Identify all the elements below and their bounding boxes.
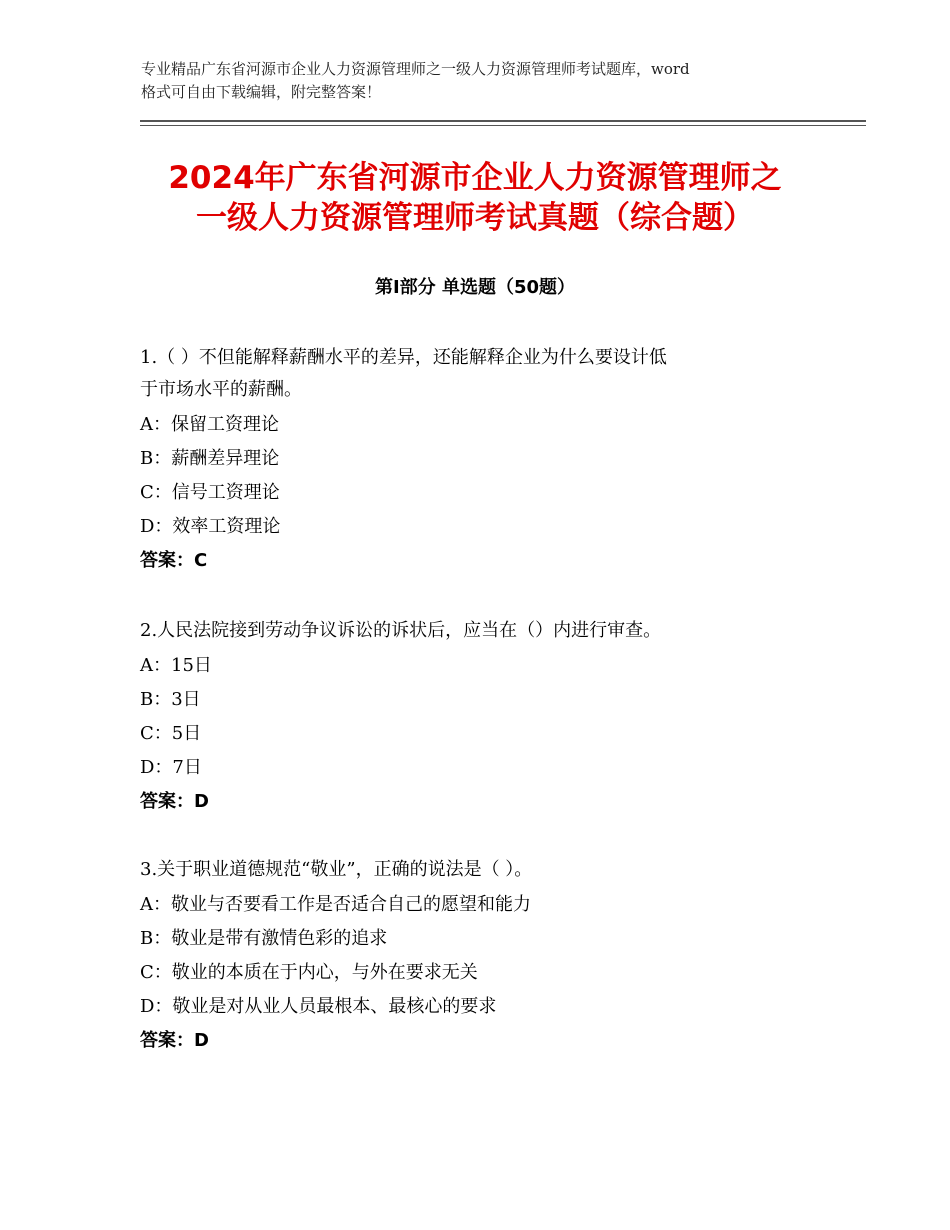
question-1 xyxy=(140,342,810,578)
option-a: A：15日 xyxy=(140,655,212,676)
option-b: B：薪酬差异理论 xyxy=(140,448,280,469)
question-stem xyxy=(140,342,810,406)
question-stem-line-1: 1.（ ）不但能解释薪酬水平的差异，还能解释企业为什么要设计低 xyxy=(140,347,667,368)
option-d: D：敬业是对从业人员最根本、最核心的要求 xyxy=(140,996,497,1017)
option-d: D：7日 xyxy=(140,757,202,778)
option-c: C：信号工资理论 xyxy=(140,482,280,503)
option-a: A：敬业与否要看工作是否适合自己的愿望和能力 xyxy=(140,894,531,915)
document-title-line-2: 一级人力资源管理师考试真题（综合题） xyxy=(196,200,754,236)
header-divider-thick xyxy=(140,120,866,122)
header-divider-thin xyxy=(140,125,866,126)
option-d: D：效率工资理论 xyxy=(140,516,281,537)
option-b: B：3日 xyxy=(140,689,201,710)
option-c: C：敬业的本质在于内心，与外在要求无关 xyxy=(140,962,478,983)
header-note xyxy=(141,58,841,104)
document-title-line-1: 2024年广东省河源市企业人力资源管理师之 xyxy=(168,160,782,196)
answer: 答案：D xyxy=(140,791,209,812)
option-b: B：敬业是带有激情色彩的追求 xyxy=(140,928,388,949)
question-3 xyxy=(140,854,810,1058)
question-stem-line-2: 于市场水平的薪酬。 xyxy=(140,379,302,400)
option-c: C：5日 xyxy=(140,723,202,744)
document-title xyxy=(120,158,830,238)
header-note-line-2: 格式可自由下载编辑，附完整答案！ xyxy=(141,83,382,101)
header-note-line-1: 专业精品广东省河源市企业人力资源管理师之一级人力资源管理师考试题库，word xyxy=(141,60,690,78)
answer: 答案：C xyxy=(140,550,208,571)
section-title: 第Ⅰ部分 单选题（50题） xyxy=(374,277,575,298)
question-stem: 3.关于职业道德规范“敬业”，正确的说法是（ ）。 xyxy=(140,859,533,880)
answer: 答案：D xyxy=(140,1030,209,1051)
question-2 xyxy=(140,615,810,819)
option-a: A：保留工资理论 xyxy=(140,414,279,435)
question-stem: 2.人民法院接到劳动争议诉讼的诉状后，应当在（）内进行审查。 xyxy=(140,620,662,641)
